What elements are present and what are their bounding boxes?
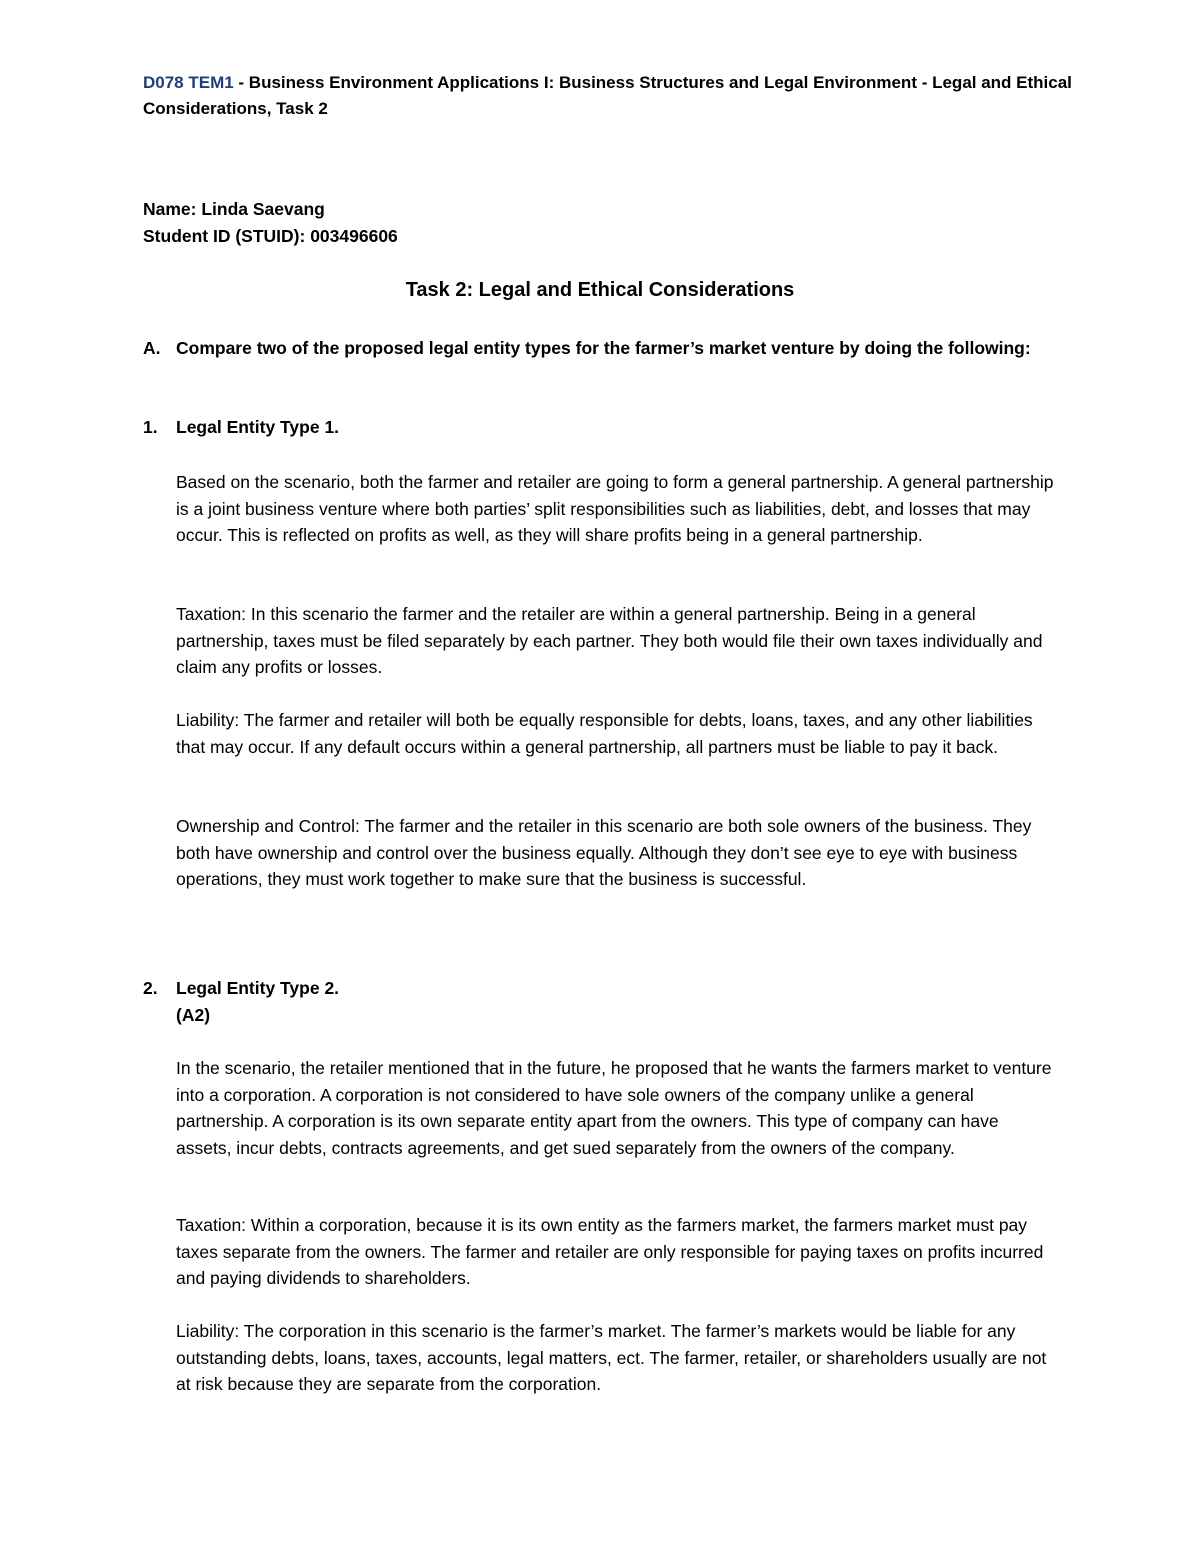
entity1-liability: Liability: The farmer and retailer will both be equally responsible for debts, loans, taxes, and any other liabilities that may occur. If any default occurs within a general partnership, all partners must be liable to pay it back. bbox=[176, 710, 1033, 757]
entity1-ownership: Ownership and Control: The farmer and the retailer in this scenario are both sole owners of the business. They both have ownership and control over the business equally. Although they don’t see eye to eye with business operations, they must work together to make sure that the business is successful. bbox=[176, 816, 1032, 889]
document-header bbox=[143, 70, 1073, 122]
student-info bbox=[143, 196, 398, 250]
entity2-sub-label: (A2) bbox=[176, 1005, 211, 1025]
entity1-heading-text: Legal Entity Type 1. bbox=[176, 417, 340, 437]
course-code: D078 TEM1 bbox=[143, 73, 234, 92]
course-title: - Business Environment Applications I: Business Structures and Legal Environment - Legal and Ethical Considerations, Task 2 bbox=[143, 73, 1072, 118]
student-name: Name: Linda Saevang bbox=[143, 199, 325, 219]
section-a-prompt bbox=[143, 335, 1043, 361]
entity2-liability: Liability: The corporation in this scenario is the farmer’s market. The farmer’s markets would be liable for any outstanding debts, loans, taxes, accounts, legal matters, ect. The farmer, retailer, or shareholders usually are not at risk because they are separate from the corporation. bbox=[176, 1321, 1047, 1394]
entity2-heading bbox=[143, 975, 339, 1001]
entity1-heading bbox=[143, 414, 339, 440]
entity1-number: 1. bbox=[143, 417, 158, 437]
entity1-taxation: Taxation: In this scenario the farmer and the retailer are within a general partnership. Being in a general partnership, taxes must be filed separately by each partner. They both would file their own taxes individually and claim any profits or losses. bbox=[176, 604, 1043, 677]
section-a-text: Compare two of the proposed legal entity types for the farmer’s market venture by doing the following: bbox=[176, 338, 1031, 358]
entity2-number: 2. bbox=[143, 978, 158, 998]
student-id: Student ID (STUID): 003496606 bbox=[143, 226, 398, 246]
entity2-heading-text: Legal Entity Type 2. bbox=[176, 978, 340, 998]
task-title: Task 2: Legal and Ethical Considerations bbox=[405, 279, 795, 301]
entity2-intro: In the scenario, the retailer mentioned that in the future, he proposed that he wants the farmers market to venture into a corporation. A corporation is not considered to have sole owners of the company unlike a general partnership. A corporation is its own separate entity apart from the owners. This type of company can have assets, incur debts, contracts agreements, and get sued separately from the owners of the company. bbox=[176, 1058, 1052, 1158]
entity1-intro: Based on the scenario, both the farmer and retailer are going to form a general partnership. A general partnership is a joint business venture where both parties’ split responsibilities such as liabilities, debt, and losses that may occur. This is reflected on profits as well, as they will share profits being in a general partnership. bbox=[176, 472, 1054, 545]
entity2-taxation: Taxation: Within a corporation, because it is its own entity as the farmers market, the farmers market must pay taxes separate from the owners. The farmer and retailer are only responsible for paying taxes on profits incurred and paying dividends to shareholders. bbox=[176, 1215, 1044, 1288]
section-a-marker: A. bbox=[143, 338, 161, 358]
